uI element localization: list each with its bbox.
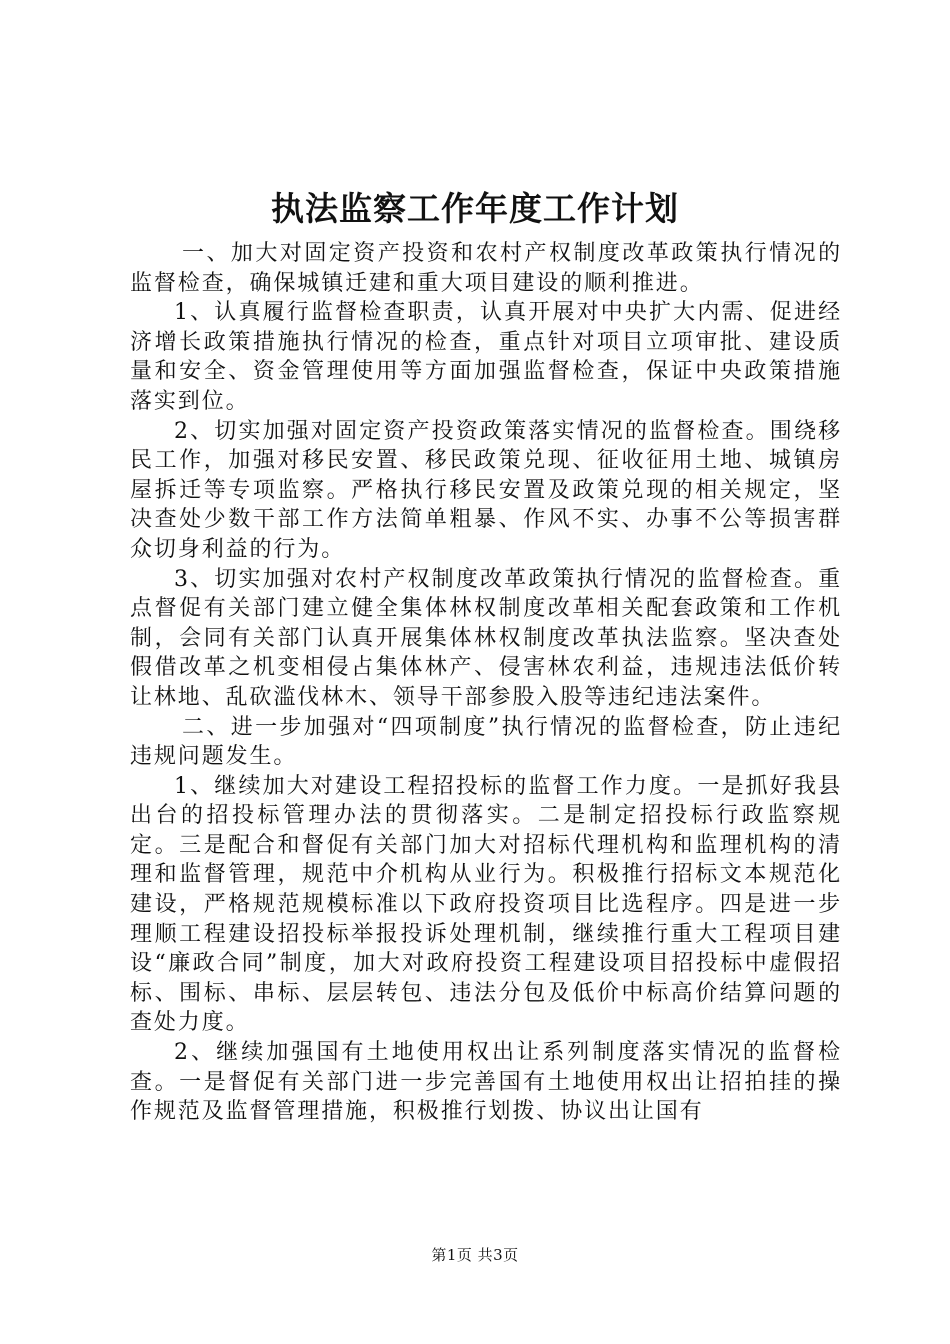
section-one-item-1: 1、认真履行监督检查职责，认真开展对中央扩大内需、促进经济增长政策措施执行情况的检查，重点针对项目立项审批、建设质量和安全、资金管理使用等方面加强监督检查，保证中央政策措施落实到位。 bbox=[130, 300, 842, 414]
document-title: 执法监察工作年度工作计划 bbox=[271, 189, 679, 228]
section-two-item-2: 2、继续加强国有土地使用权出让系列制度落实情况的监督检查。一是督促有关部门进一步完善国有土地使用权出让招拍挂的操作规范及监督管理措施，积极推行划拨、协议出让国有 bbox=[130, 1040, 842, 1125]
document-body bbox=[130, 239, 842, 1127]
section-two-item-1: 1、继续加大对建设工程招投标的监督工作力度。一是抓好我县出台的招投标管理办法的贯彻落实。二是制定招投标行政监察规定。三是配合和督促有关部门加大对招标代理机构和监理机构的清理和监督管理，规范中介机构从业行为。积极推行招标文本规范化建设，严格规范规模标准以下政府投资项目比选程序。四是进一步理顺工程建设招投标举报投诉处理机制，继续推行重大工程项目建设“廉政合同”制度，加大对政府投资工程建设项目招投标中虚假招标、围标、串标、层层转包、违法分包及低价中标高价结算问题的查处力度。 bbox=[130, 773, 842, 1036]
section-two-heading: 二、进一步加强对“四项制度”执行情况的监督检查，防止违纪违规问题发生。 bbox=[130, 714, 842, 770]
page-number-footer: 第1页 共3页 bbox=[431, 1246, 519, 1264]
section-one-item-3: 3、切实加强对农村产权制度改革政策执行情况的监督检查。重点督促有关部门建立健全集体林权制度改革相关配套政策和工作机制，会同有关部门认真开展集体林权制度改革执法监察。坚决查处假借改革之机变相侵占集体林产、侵害林农利益，违规违法低价转让林地、乱砍滥伐林木、领导干部参股入股等违纪违法案件。 bbox=[130, 566, 842, 710]
section-one-heading: 一、加大对固定资产投资和农村产权制度改革政策执行情况的监督检查，确保城镇迁建和重大项目建设的顺利推进。 bbox=[130, 241, 842, 296]
section-one-item-2: 2、切实加强对固定资产投资政策落实情况的监督检查。围绕移民工作，加强对移民安置、移民政策兑现、征收征用土地、城镇房屋拆迁等专项监察。严格执行移民安置及政策兑现的相关规定，坚决查处少数干部工作方法简单粗暴、作风不实、办事不公等损害群众切身利益的行为。 bbox=[130, 418, 842, 562]
